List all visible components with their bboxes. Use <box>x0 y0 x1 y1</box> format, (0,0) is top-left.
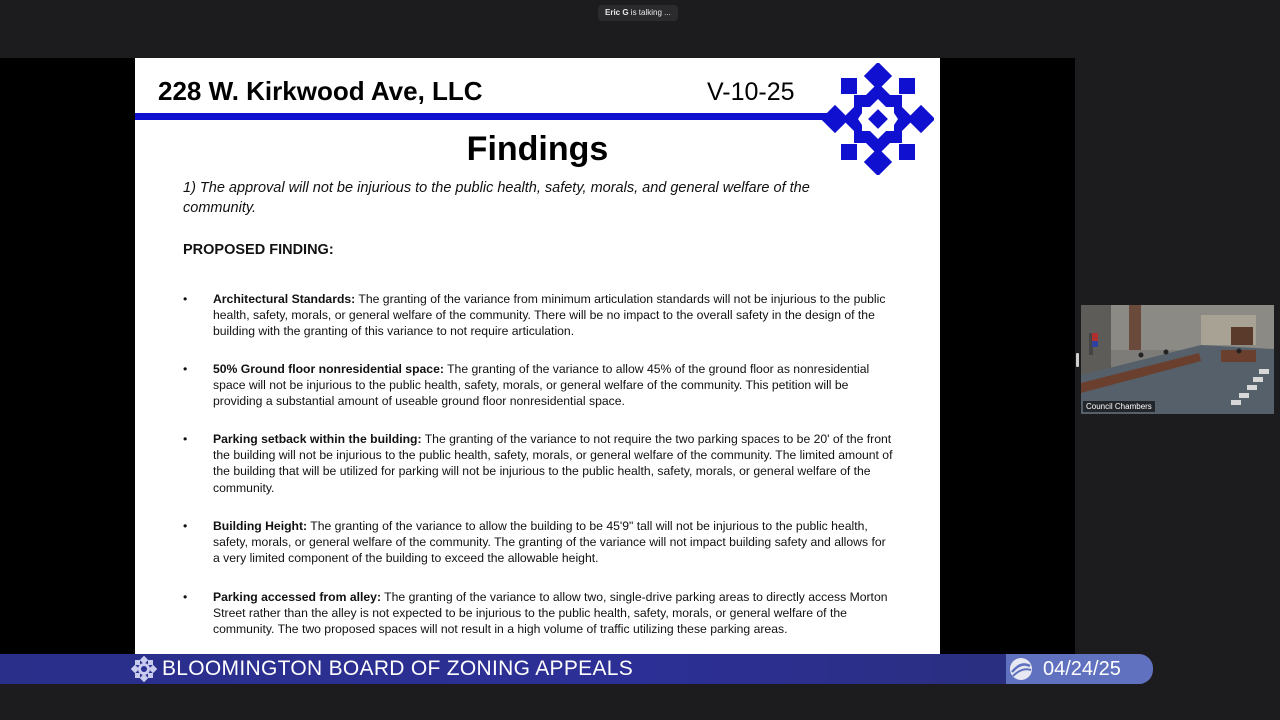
bullet-text: The granting of the variance to allow 45% of the ground floor as nonresidential space will not be injurious to the public health, safety, morals, or general welfare of the community. This petition will be providing a substantial amount of useable ground floor nonresidential space. <box>213 362 870 409</box>
finding-question: 1) The approval will not be injurious to the public health, safety, morals, and general welfare of the community. <box>183 180 810 216</box>
participant-video-tile[interactable] <box>1081 305 1274 414</box>
date-badge <box>1006 654 1153 684</box>
panel-resize-handle[interactable] <box>1076 353 1079 367</box>
slide-heading: Findings <box>466 130 609 168</box>
case-number: V-10-25 <box>707 78 795 106</box>
bullet-marker: • <box>183 362 188 376</box>
bullet-text: The granting of the variance to allow the building to be 45'9" tall will not be injurious to the public health, safety, morals, or general welfare of the community. The granting of the variance will not impact building safety and allows for a very limited component of the building to exceed the allowable height. <box>213 519 886 566</box>
bullet-term: Building Height: <box>213 519 308 533</box>
bullet-text: The granting of the variance from minimum articulation standards will not be injurious to the public health, safety, morals, or general welfare of the community. There will be no impact to the overall safety in the design of the building with the granting of this variance to not require articulation. <box>213 292 886 339</box>
broadcast-banner <box>0 654 1048 684</box>
bullet-term: Parking accessed from alley: <box>213 590 382 604</box>
meeting-date: 04/24/25 <box>1043 658 1121 680</box>
bullet-marker: • <box>183 519 188 533</box>
bullet-marker: • <box>183 292 188 306</box>
proposed-finding-label: PROPOSED FINDING: <box>183 242 334 258</box>
presentation-slide <box>135 58 940 654</box>
bullet-text: The granting of the variance to allow two, single-drive parking areas to directly access Morton Street rather than the alley is not expected to be injurious to the public health, safety, morals, or general welfare of the community. The two proposed spaces will not result in a high volume of traffic utilizing these parking areas. <box>213 590 888 637</box>
council-chambers-video-icon <box>1081 305 1274 414</box>
bullet-marker: • <box>183 590 188 604</box>
bullet-text: The granting of the variance to not require the two parking spaces to be 20' of the front the building will not be injurious to the public health, safety, morals, or general welfare of the community. The limited amount of the building that will be utilized for parking will not be injurious to the public health, safety, morals, or general welfare of the community. <box>213 432 893 495</box>
bullet-term: Parking setback within the building: <box>213 432 422 446</box>
bullet-term: 50% Ground floor nonresidential space: <box>213 362 444 376</box>
board-title: BLOOMINGTON BOARD OF ZONING APPEALS <box>162 657 634 680</box>
finding-bullet <box>183 361 893 410</box>
channel-logo-icon <box>1008 657 1034 681</box>
bottom-bar <box>0 684 1280 720</box>
title-rule <box>135 113 835 120</box>
finding-bullet <box>183 589 893 638</box>
finding-bullet <box>183 518 893 567</box>
bullet-term: Architectural Standards: <box>213 292 356 306</box>
video-tile-label: Council Chambers <box>1083 401 1155 412</box>
speaker-name: Eric G <box>605 8 629 17</box>
top-bar <box>0 0 1280 58</box>
finding-bullet <box>183 291 893 340</box>
city-logo-icon <box>131 656 157 682</box>
finding-bullet <box>183 431 893 496</box>
slide-title: 228 W. Kirkwood Ave, LLC <box>158 76 483 106</box>
active-speaker-indicator <box>598 5 678 21</box>
bullet-marker: • <box>183 432 188 446</box>
talking-status: is talking ... <box>628 8 671 17</box>
